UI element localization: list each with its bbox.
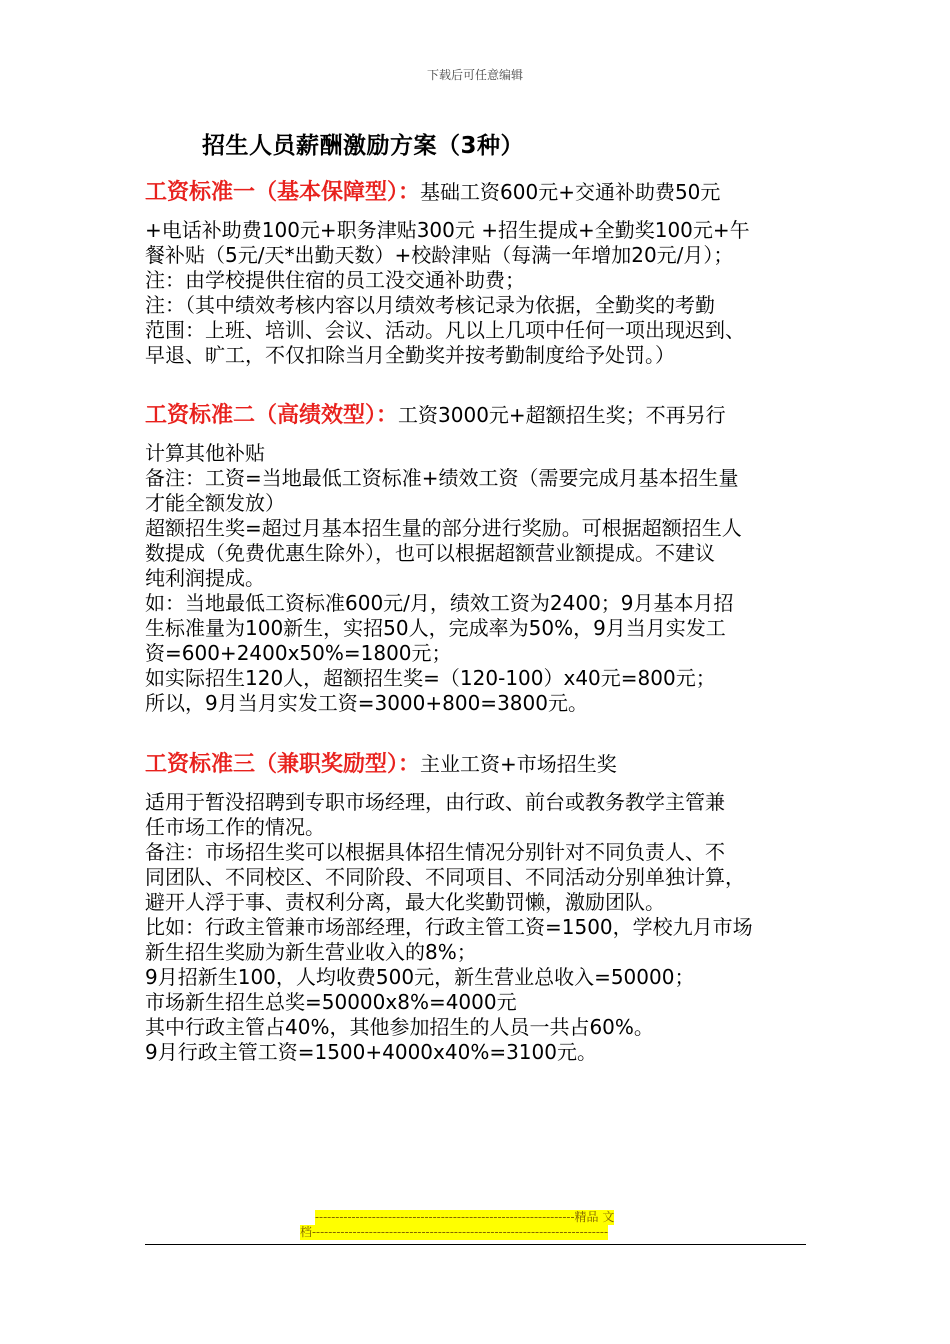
section-heading: [145, 175, 815, 210]
header-note: 下载后可任意编辑: [426, 68, 523, 82]
text-line: 才能全额发放）: [145, 491, 285, 515]
section-heading-text: 基础工资600元+交通补助费50元: [420, 180, 721, 204]
text-line: 餐补贴（5元/天*出勤天数）+校龄津贴（每满一年增加20元/月）；: [145, 243, 734, 267]
document-title: 招生人员薪酬激励方案（3种）: [202, 133, 525, 159]
text-line: 计算其他补贴: [145, 441, 265, 465]
text-line: 9月行政主管工资=1500+4000x40%=3100元。: [145, 1040, 597, 1064]
section-heading-text: 工资3000元+超额招生奖；不再另行: [398, 403, 726, 427]
section-heading: [145, 398, 815, 433]
text-line: 其中行政主管占40%，其他参加招生的人员一共占60%。: [145, 1015, 654, 1039]
footer-watermark: [300, 1210, 650, 1240]
section-heading-label: 工资标准二（高绩效型）：: [145, 403, 399, 428]
text-line: 备注：市场招生奖可以根据具体招生情况分别针对不同负责人、不: [145, 840, 725, 864]
text-line: 比如：行政主管兼市场部经理，行政主管工资=1500，学校九月市场: [145, 915, 753, 939]
section-standard-2: [145, 398, 815, 716]
section-heading: [145, 747, 815, 782]
text-line: +电话补助费100元+职务津贴300元 +招生提成+全勤奖100元+午: [145, 218, 750, 242]
section-heading-text: 主业工资+市场招生奖: [420, 752, 617, 776]
text-line: 适用于暂没招聘到专职市场经理，由行政、前台或教务教学主管兼: [145, 790, 725, 814]
footer-divider: [145, 1244, 806, 1245]
text-line: 任市场工作的情况。: [145, 815, 325, 839]
section-heading-label: 工资标准一（基本保障型）：: [145, 180, 421, 205]
text-line: 新生招生奖励为新生营业收入的8%；: [145, 940, 477, 964]
footer-line-1: ----------------------------------------------------------------精品 文: [315, 1210, 615, 1224]
text-line: 生标准量为100新生，实招50人，完成率为50%，9月当月实发工: [145, 616, 726, 640]
text-line: 避开人浮于事、责权利分离，最大化奖勤罚懒，激励团队。: [145, 890, 665, 914]
text-line: 资=600+2400x50%=1800元；: [145, 641, 452, 665]
text-line: 注：由学校提供住宿的员工没交通补助费；: [145, 268, 525, 292]
text-line: 超额招生奖=超过月基本招生量的部分进行奖励。可根据超额招生人: [145, 516, 742, 540]
section-standard-3: [145, 747, 815, 1065]
text-line: 同团队、不同校区、不同阶段、不同项目、不同活动分别单独计算，: [145, 865, 745, 889]
text-line: 纯利润提成。: [145, 566, 265, 590]
footer-line-2: 档-------------------------------------------------------------------------: [300, 1225, 608, 1239]
section-standard-1: [145, 175, 815, 368]
text-line: 注：（其中绩效考核内容以月绩效考核记录为依据，全勤奖的考勤: [145, 293, 715, 317]
text-line: 9月招新生100，人均收费500元，新生营业总收入=50000；: [145, 965, 695, 989]
text-line: 如实际招生120人，超额招生奖=（120-100）x40元=800元；: [145, 666, 716, 690]
text-line: 备注：工资=当地最低工资标准+绩效工资（需要完成月基本招生量: [145, 466, 739, 490]
text-line: 范围：上班、培训、会议、活动。凡以上几项中任何一项出现迟到、: [145, 318, 745, 342]
text-line: 数提成（免费优惠生除外），也可以根据超额营业额提成。不建议: [145, 541, 715, 565]
text-line: 所以，9月当月实发工资=3000+800=3800元。: [145, 691, 588, 715]
text-line: 市场新生招生总奖=50000x8%=4000元: [145, 990, 517, 1014]
text-line: 如：当地最低工资标准600元/月，绩效工资为2400；9月基本月招: [145, 591, 734, 615]
text-line: 早退、旷工，不仅扣除当月全勤奖并按考勤制度给予处罚。）: [145, 343, 675, 367]
section-heading-label: 工资标准三（兼职奖励型）：: [145, 752, 421, 777]
